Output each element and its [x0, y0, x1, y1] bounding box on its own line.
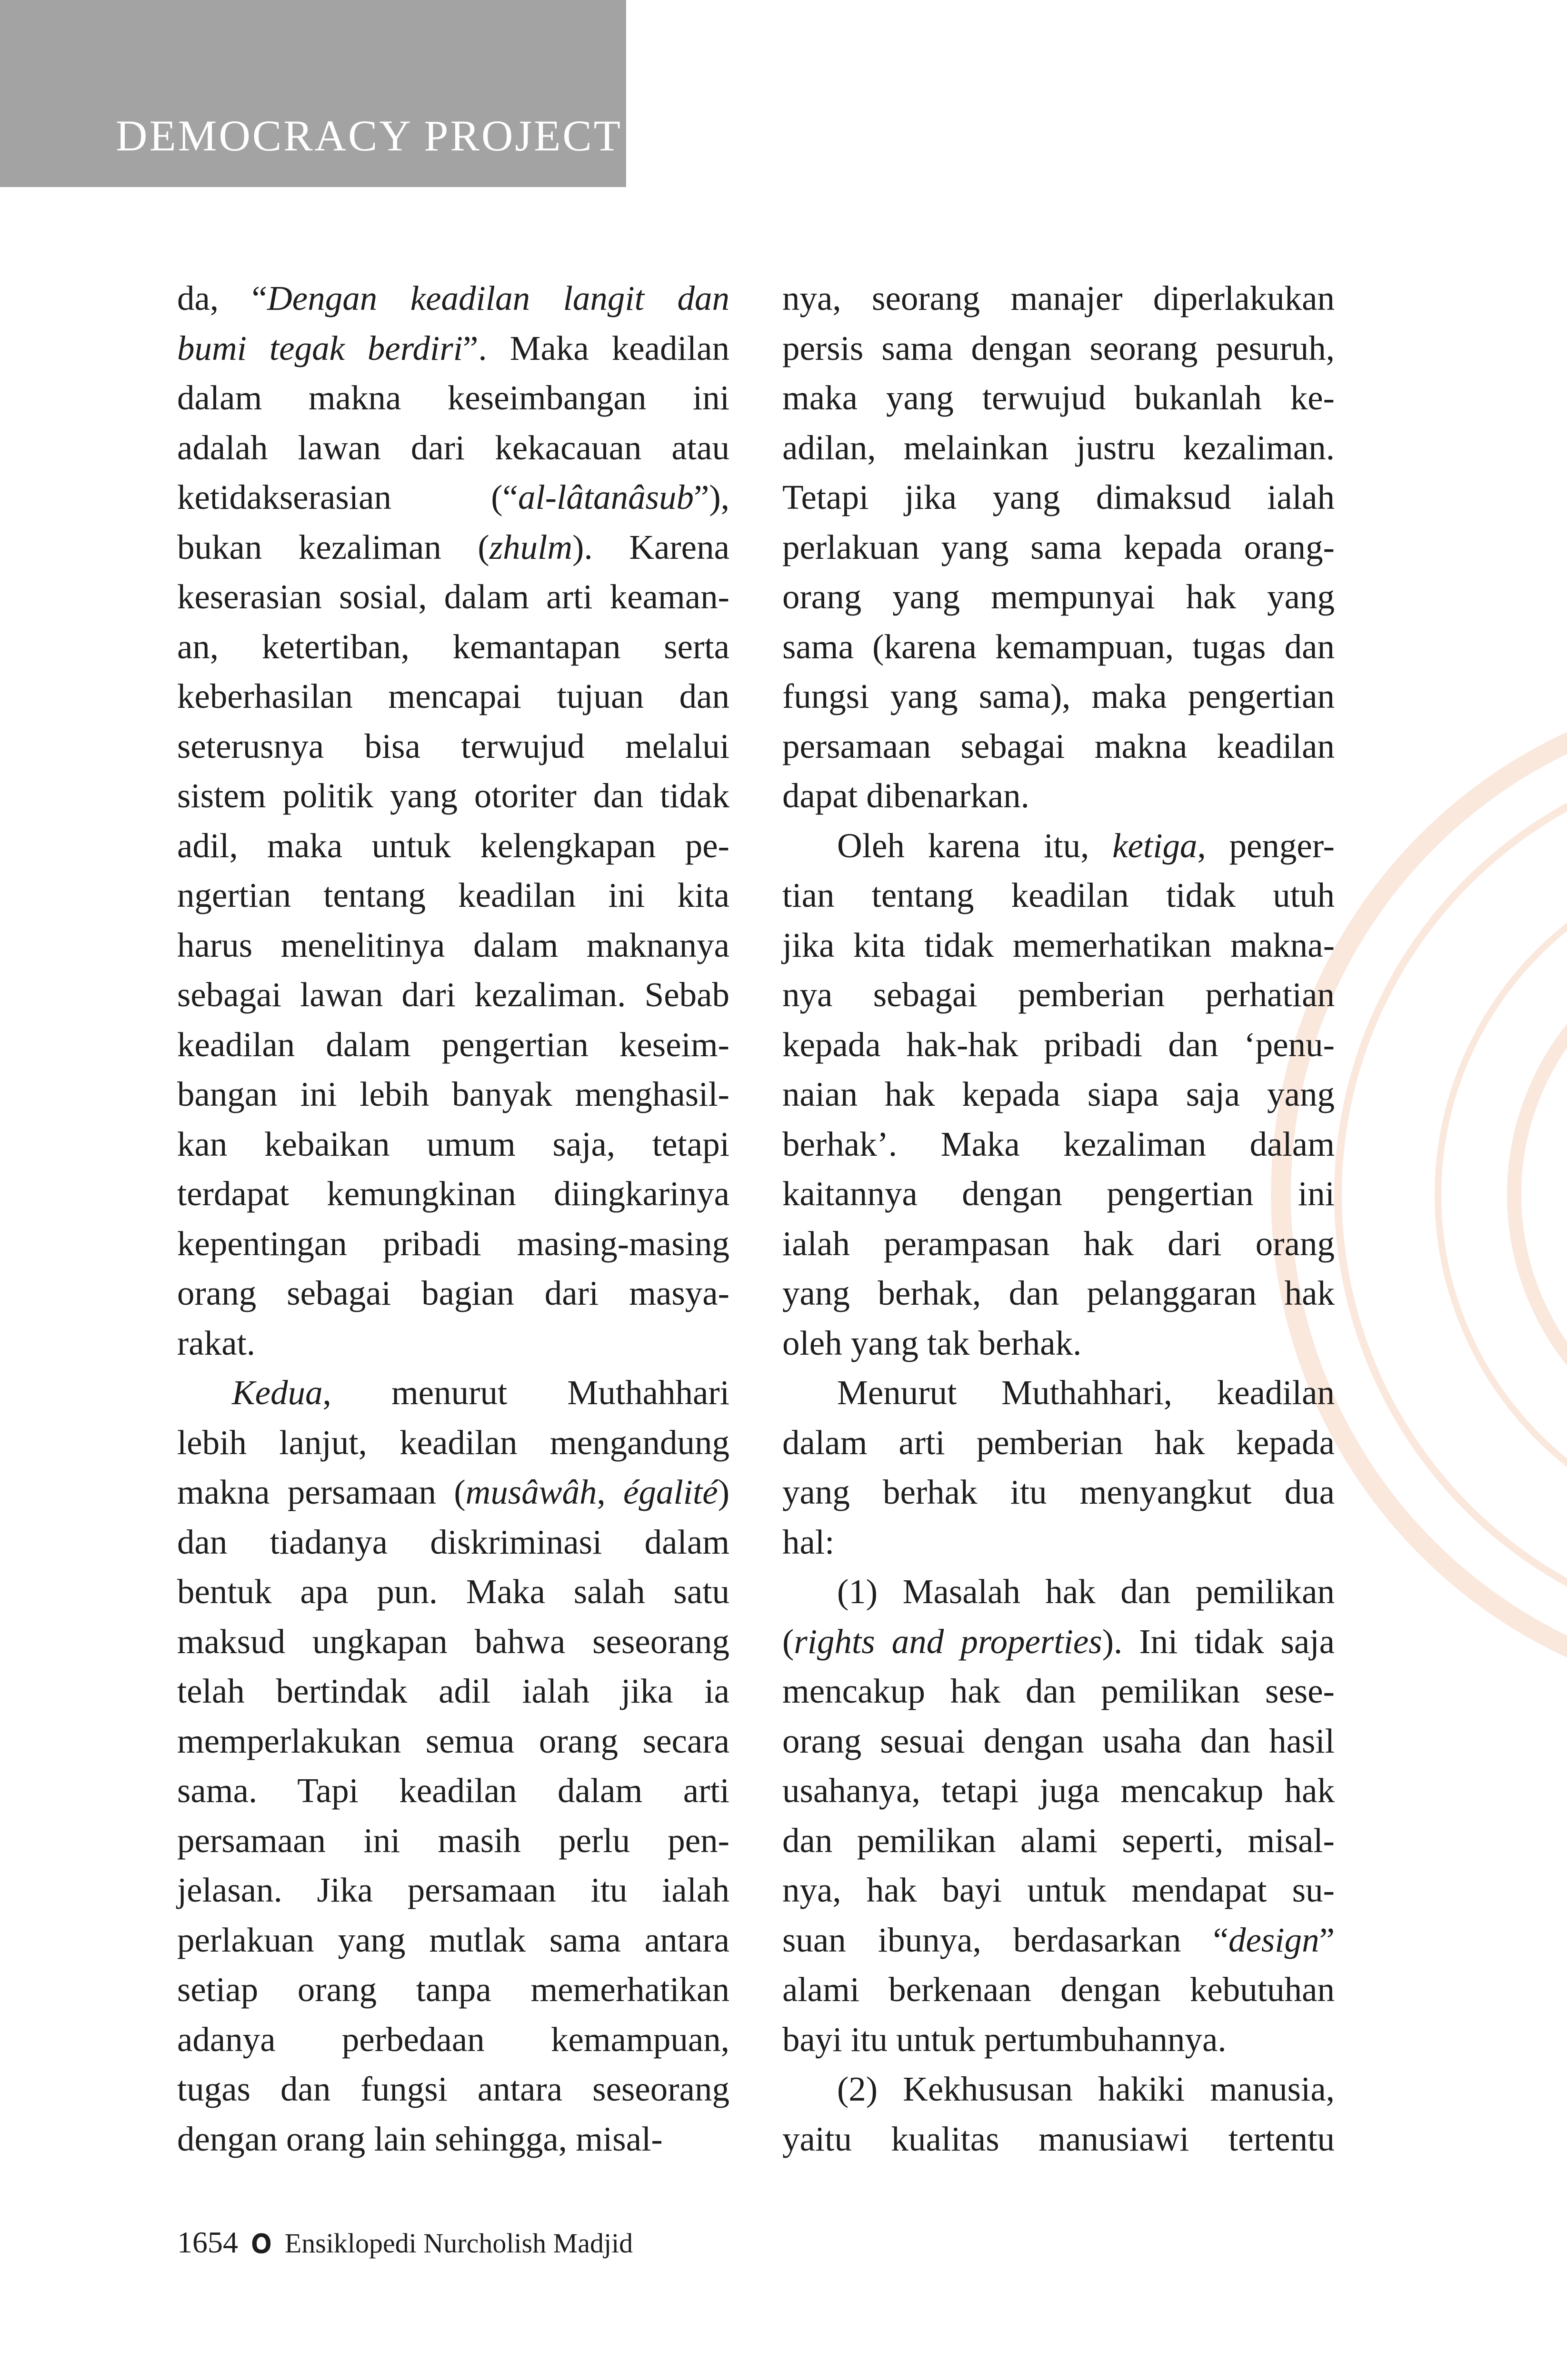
text-line: dapat dibenarkan. — [782, 776, 1029, 815]
text-line: Menurut Muthahhari, keadilan — [837, 1373, 1335, 1412]
text-line: orang yang mempunyai hak yang — [782, 577, 1335, 616]
series-title: DEMOCRACY PROJECT — [116, 111, 622, 160]
text-line: tian tentang keadilan tidak utuh — [782, 876, 1335, 914]
text-line: bukan kezaliman (zhulm). Karena — [177, 527, 729, 566]
text-line: persamaan sebagai makna keadilan — [782, 726, 1335, 765]
text-line: adalah lawan dari kekacauan atau — [177, 428, 729, 467]
text-line: sama (karena kemampuan, tugas dan — [782, 627, 1335, 666]
text-line: dengan orang lain sehingga, misal- — [177, 2119, 663, 2158]
text-line: kan kebaikan umum saja, tetapi — [177, 1124, 729, 1163]
text-line: dan tiadanya diskriminasi dalam — [177, 1522, 729, 1561]
text-line: hal: — [782, 1522, 835, 1561]
page-number: 1654 — [177, 2225, 238, 2259]
text-line: nya sebagai pemberian perhatian — [782, 975, 1335, 1014]
left-column-text — [177, 274, 729, 2164]
text-line: dalam arti pemberian hak kepada — [782, 1423, 1335, 1462]
text-line: persamaan ini masih perlu pen- — [177, 1821, 729, 1860]
text-line: makna persamaan (musâwâh, égalité) — [177, 1473, 730, 1511]
text-line: usahanya, tetapi juga mencakup hak — [782, 1771, 1335, 1810]
text-line: Tetapi jika yang dimaksud ialah — [782, 478, 1335, 516]
text-line: naian hak kepada siapa saja yang — [782, 1075, 1335, 1113]
text-line: Oleh karena itu, ketiga, penger- — [837, 826, 1335, 865]
text-line: bentuk apa pun. Maka salah satu — [177, 1572, 729, 1611]
text-line: yaitu kualitas manusiawi tertentu — [782, 2119, 1335, 2158]
text-line: setiap orang tanpa memerhatikan — [177, 1970, 729, 2009]
text-line: harus menelitinya dalam maknanya — [177, 925, 729, 964]
text-line: alami berkenaan dengan kebutuhan — [782, 1970, 1335, 2009]
text-line: dan pemilikan alami seperti, misal- — [782, 1821, 1335, 1860]
text-line: orang sebagai bagian dari masya- — [177, 1274, 729, 1312]
text-line: bangan ini lebih banyak menghasil- — [177, 1075, 729, 1113]
text-line: bayi itu untuk pertumbuhannya. — [782, 2020, 1227, 2059]
text-line: keserasian sosial, dalam arti keaman- — [177, 577, 729, 616]
text-line: kaitannya dengan pengertian ini — [782, 1174, 1335, 1213]
text-line: sistem politik yang otoriter dan tidak — [177, 776, 729, 815]
text-line: mencakup hak dan pemilikan sese- — [782, 1672, 1335, 1710]
text-line: perlakuan yang sama kepada orang- — [782, 527, 1335, 566]
text-line: yang berhak itu menyangkut dua — [782, 1473, 1335, 1511]
text-line: yang berhak, dan pelanggaran hak — [782, 1274, 1335, 1312]
text-line: oleh yang tak berhak. — [782, 1323, 1082, 1362]
text-line: maksud ungkapan bahwa seseorang — [177, 1622, 729, 1661]
text-line: jelasan. Jika persamaan itu ialah — [177, 1871, 729, 1909]
text-line: nya, seorang manajer diperlakukan — [782, 279, 1335, 317]
text-line: suan ibunya, berdasarkan “design” — [782, 1920, 1335, 1959]
text-line: (rights and properties). Ini tidak saja — [782, 1622, 1335, 1661]
text-line: an, ketertiban, kemantapan serta — [177, 627, 729, 666]
text-line: ngertian tentang keadilan ini kita — [177, 876, 729, 914]
book-title: Ensiklopedi Nurcholish Madjid — [284, 2228, 633, 2259]
text-line: telah bertindak adil ialah jika ia — [177, 1672, 729, 1710]
text-line: lebih lanjut, keadilan mengandung — [177, 1423, 729, 1462]
text-line: adil, maka untuk kelengkapan pe- — [177, 826, 729, 865]
text-line: tugas dan fungsi antara seseorang — [177, 2070, 729, 2108]
text-line: berhak’. Maka kezaliman dalam — [782, 1124, 1335, 1163]
text-line: bumi tegak berdiri”. Maka keadilan — [177, 328, 729, 367]
text-line: sama. Tapi keadilan dalam arti — [177, 1771, 729, 1810]
text-line: persis sama dengan seorang pesuruh, — [782, 328, 1335, 367]
text-line: jika kita tidak memerhatikan makna- — [782, 925, 1335, 964]
text-line: da, “Dengan keadilan langit dan — [177, 279, 729, 317]
text-line: terdapat kemungkinan diingkarinya — [177, 1174, 729, 1213]
text-line: orang sesuai dengan usaha dan hasil — [782, 1721, 1335, 1760]
text-line: adanya perbedaan kemampuan, — [177, 2020, 729, 2059]
text-line: nya, hak bayi untuk mendapat su- — [782, 1871, 1335, 1909]
text-line: keadilan dalam pengertian keseim- — [177, 1025, 729, 1064]
text-line: Kedua, menurut Muthahhari — [232, 1373, 729, 1412]
text-line: ketidakserasian (“al-lâtanâsub”), — [177, 478, 729, 516]
text-line: seterusnya bisa terwujud melalui — [177, 726, 729, 765]
text-line: kepentingan pribadi masing-masing — [177, 1224, 729, 1263]
right-column-text — [782, 274, 1335, 2164]
text-line: ialah perampasan hak dari orang — [782, 1224, 1335, 1263]
text-line: fungsi yang sama), maka pengertian — [782, 677, 1335, 715]
text-line: keberhasilan mencapai tujuan dan — [177, 677, 729, 715]
page-footer — [177, 2221, 633, 2261]
text-line: adilan, melainkan justru kezaliman. — [782, 428, 1335, 467]
text-line: (1) Masalah hak dan pemilikan — [837, 1572, 1335, 1611]
text-line: rakat. — [177, 1323, 256, 1362]
text-line: kepada hak-hak pribadi dan ‘penu- — [782, 1025, 1335, 1064]
separator-ornament: ໐ — [250, 2222, 272, 2260]
text-line: maka yang terwujud bukanlah ke- — [782, 378, 1335, 417]
text-line: memperlakukan semua orang secara — [177, 1721, 729, 1760]
text-line: dalam makna keseimbangan ini — [177, 378, 729, 417]
text-line: perlakuan yang mutlak sama antara — [177, 1920, 729, 1959]
text-line: sebagai lawan dari kezaliman. Sebab — [177, 975, 729, 1014]
text-line: (2) Kekhususan hakiki manusia, — [837, 2070, 1335, 2108]
